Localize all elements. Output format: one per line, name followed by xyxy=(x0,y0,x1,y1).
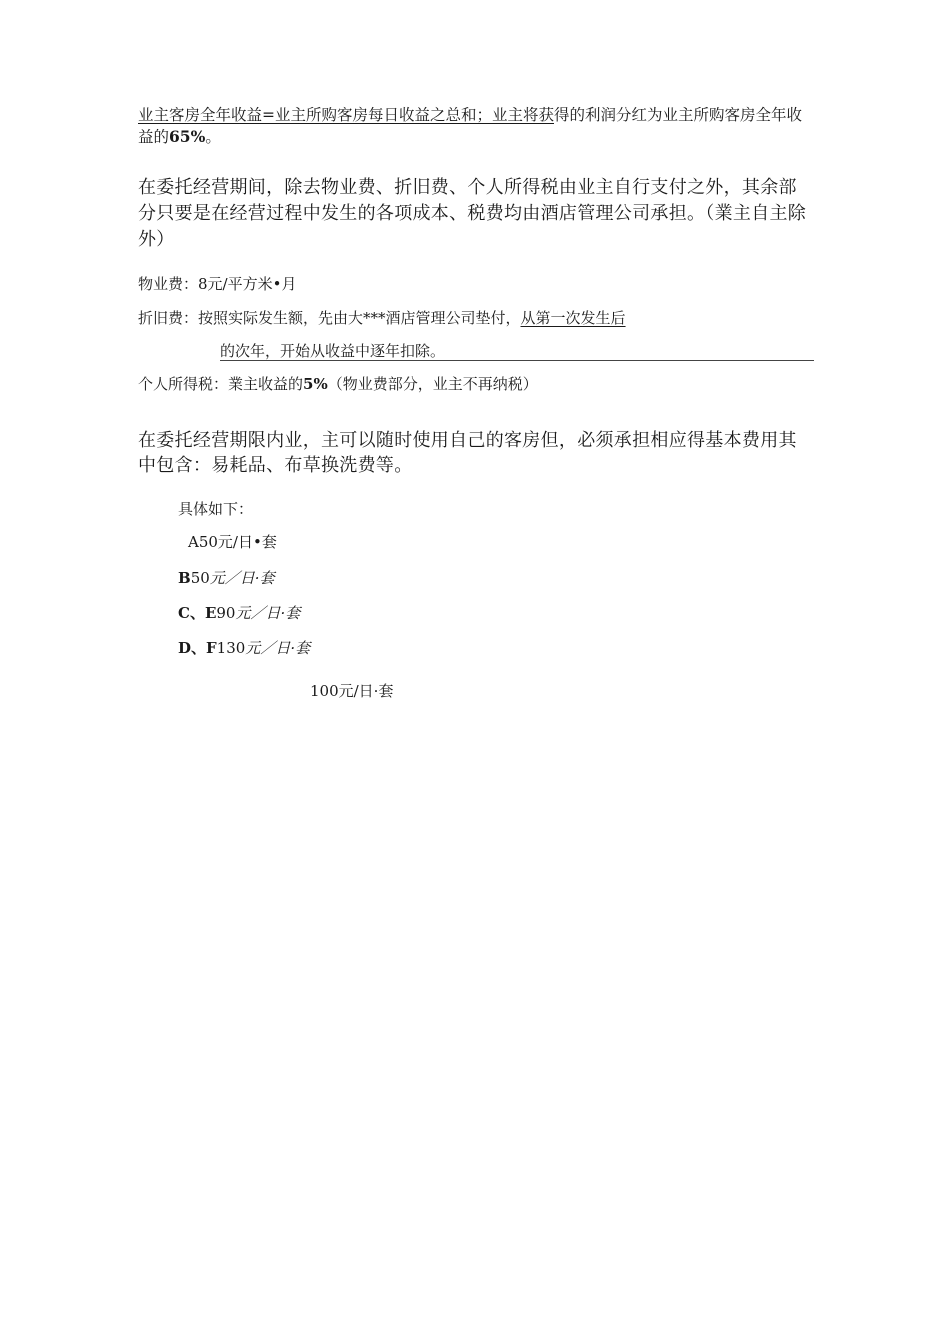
income-tax-label: 个人所得税： xyxy=(138,375,229,393)
fee-a-price: 50元/日•套 xyxy=(198,533,277,551)
depreciation-underlined-text: 从第一次发生后 xyxy=(520,309,626,327)
fees-intro: 具体如下： xyxy=(178,500,254,518)
revenue-end: 。 xyxy=(205,128,221,146)
fee-item-d-f xyxy=(178,637,310,659)
property-fee-label: 物业费： xyxy=(138,275,199,293)
fee-a-code: A xyxy=(188,533,199,551)
income-tax-percent: 5% xyxy=(303,375,328,393)
income-tax-note: （物业费部分，业主不再纳税） xyxy=(327,375,538,393)
depreciation-label: 折旧费： xyxy=(138,309,199,327)
revenue-paragraph xyxy=(138,104,814,148)
revenue-share-percent: 65% xyxy=(169,127,206,146)
fee-item-a xyxy=(188,531,277,553)
income-tax-text: 業主收益的 xyxy=(228,375,304,393)
usage-paragraph: 在委托经营期限内业，主可以随时使用自己的客房但，必须承担相应得基本费用其中包含：易耗品、布草换洗费等。 xyxy=(138,430,797,476)
section-divider xyxy=(220,360,814,361)
income-tax-line xyxy=(138,373,814,395)
fee-ce-price: 90 xyxy=(216,604,236,622)
fee-df-unit: 元／日·套 xyxy=(245,639,311,657)
fee-df-code: D、F xyxy=(178,639,217,657)
depreciation-text: 按照实际发生额，先由大***酒店管理公司垫付， xyxy=(198,309,521,327)
fee-item-extra: 100元/日·套 xyxy=(310,682,394,700)
fee-item-b xyxy=(178,567,275,589)
depreciation-line xyxy=(138,307,814,329)
fee-b-unit: 元／日·套 xyxy=(209,569,275,587)
fee-df-price: 130 xyxy=(216,639,246,657)
fee-b-price: 50 xyxy=(190,569,210,587)
fee-item-c-e xyxy=(178,602,300,624)
fee-ce-unit: 元／日·套 xyxy=(235,604,301,622)
fee-ce-code: C、E xyxy=(178,604,217,622)
property-fee-value: 8元/平方米•月 xyxy=(198,275,297,293)
property-fee-line xyxy=(138,273,814,295)
fee-b-code: B xyxy=(178,569,191,587)
operation-paragraph: 在委托经营期间，除去物业费、折旧费、个人所得税由业主自行支付之外，其余部分只要是在经营过程中发生的各项成本、税费均由酒店管理公司承担。（業主自主除外） xyxy=(138,177,807,250)
revenue-share-text: 得的利润分红为业主所购客房全年收益的 xyxy=(138,106,803,146)
depreciation-continuation: 的次年，开始从收益中逐年扣除。 xyxy=(220,342,446,360)
revenue-definition: 业主客房全年收益=业主所购客房每日收益之总和；业主将获 xyxy=(138,106,554,124)
